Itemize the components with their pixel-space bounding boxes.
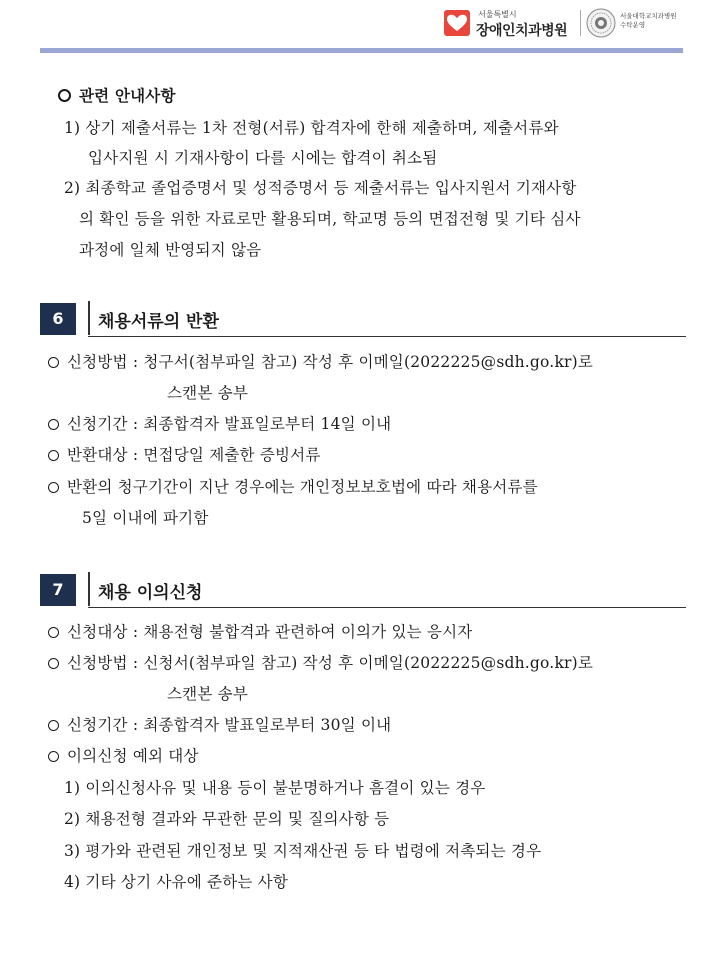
section-title: 채용서류의 반환 [98, 312, 219, 332]
circle-bullet-icon [58, 89, 71, 102]
section-title: 채용 이의신청 [98, 583, 203, 603]
circle-bullet-icon [48, 482, 59, 493]
sec6-bullet-4 [48, 475, 538, 497]
hospital-logo [444, 10, 584, 40]
sec7-b4-text: 이의신청 예외 대상 [67, 747, 199, 765]
logo-divider [580, 10, 581, 36]
sec7-sub-2: 2) 채용전형 결과와 무관한 문의 및 질의사항 등 [64, 810, 390, 828]
section-number-badge: 7 [40, 574, 76, 606]
circle-bullet-icon [48, 720, 59, 731]
sec7-b2-text: 신청방법 : 신청서(첨부파일 참고) 작성 후 이메일(2022225@sdh.go.kr)로 [67, 654, 594, 672]
header-divider-bar [40, 48, 683, 53]
notice-item2-line1: 2) 최종학교 졸업증명서 및 성적증명서 등 제출서류는 입사지원서 기재사항 [64, 179, 577, 197]
sec7-bullet-2 [48, 651, 593, 673]
notice-item2-line2: 의 확인 등을 위한 자료로만 활용되며, 학교명 등의 면접전형 및 기타 심사 [79, 210, 581, 228]
sec6-b1-line2: 스캔본 송부 [167, 384, 248, 402]
heart-icon [444, 10, 470, 36]
sec6-b4-text: 반환의 청구기간이 지난 경우에는 개인정보보호법에 따라 채용서류를 [67, 478, 538, 496]
sec7-sub-3: 3) 평가와 관련된 개인정보 및 지적재산권 등 타 법령에 저촉되는 경우 [64, 842, 542, 860]
circle-bullet-icon [48, 450, 59, 461]
sec7-b1-text: 신청대상 : 채용전형 불합격과 관련하여 이의가 있는 응시자 [67, 623, 473, 641]
section-underline [88, 336, 686, 337]
notice-item1-line2: 입사지원 시 기재사항이 다를 시에는 합격이 취소됨 [88, 149, 438, 167]
section-7-header [40, 574, 686, 608]
sec7-bullet-3 [48, 713, 391, 735]
logo-small-text: 서울특별시 [478, 10, 517, 19]
page-header [0, 0, 720, 56]
sec7-bullet-1 [48, 620, 472, 642]
notice-item2-line3: 과정에 일체 반영되지 않음 [79, 241, 262, 259]
sec6-bullet-1 [48, 350, 593, 372]
circle-bullet-icon [48, 658, 59, 669]
partner-line1: 서울대학교치과병원 [620, 12, 677, 20]
section-6-header [40, 303, 686, 337]
sec7-sub-4: 4) 기타 상기 사유에 준하는 사항 [64, 873, 289, 891]
university-seal-icon [586, 8, 616, 38]
notice-title [58, 84, 176, 106]
sec7-b3-text: 신청기간 : 최종합격자 발표일로부터 30일 이내 [67, 716, 392, 734]
sec6-b3-text: 반환대상 : 면접당일 제출한 증빙서류 [67, 446, 321, 464]
notice-item1-line1: 1) 상기 제출서류는 1차 전형(서류) 합격자에 한해 제출하며, 제출서류와 [64, 119, 559, 137]
logo-name: 장애인치과병원 [476, 23, 568, 39]
sec6-b2-text: 신청기간 : 최종합격자 발표일로부터 14일 이내 [67, 415, 392, 433]
partner-text [620, 12, 677, 30]
sec6-bullet-2 [48, 412, 391, 434]
notice-title-text: 관련 안내사항 [79, 86, 176, 105]
sec6-bullet-3 [48, 443, 321, 465]
sec6-b4-line2: 5일 이내에 파기함 [82, 509, 209, 527]
partner-line2: 수탁운영 [620, 21, 646, 29]
circle-bullet-icon [48, 627, 59, 638]
sec7-bullet-4 [48, 744, 199, 766]
sec6-b1-text: 신청방법 : 청구서(첨부파일 참고) 작성 후 이메일(2022225@sdh.go.kr)로 [67, 353, 594, 371]
sec7-b2-line2: 스캔본 송부 [167, 685, 248, 703]
section-number-badge: 6 [40, 303, 76, 335]
sec7-sub-1: 1) 이의신청사유 및 내용 등이 불분명하거나 흠결이 있는 경우 [64, 779, 486, 797]
section-divider [88, 572, 90, 606]
circle-bullet-icon [48, 357, 59, 368]
section-underline [88, 607, 686, 608]
circle-bullet-icon [48, 419, 59, 430]
circle-bullet-icon [48, 751, 59, 762]
section-divider [88, 301, 90, 335]
